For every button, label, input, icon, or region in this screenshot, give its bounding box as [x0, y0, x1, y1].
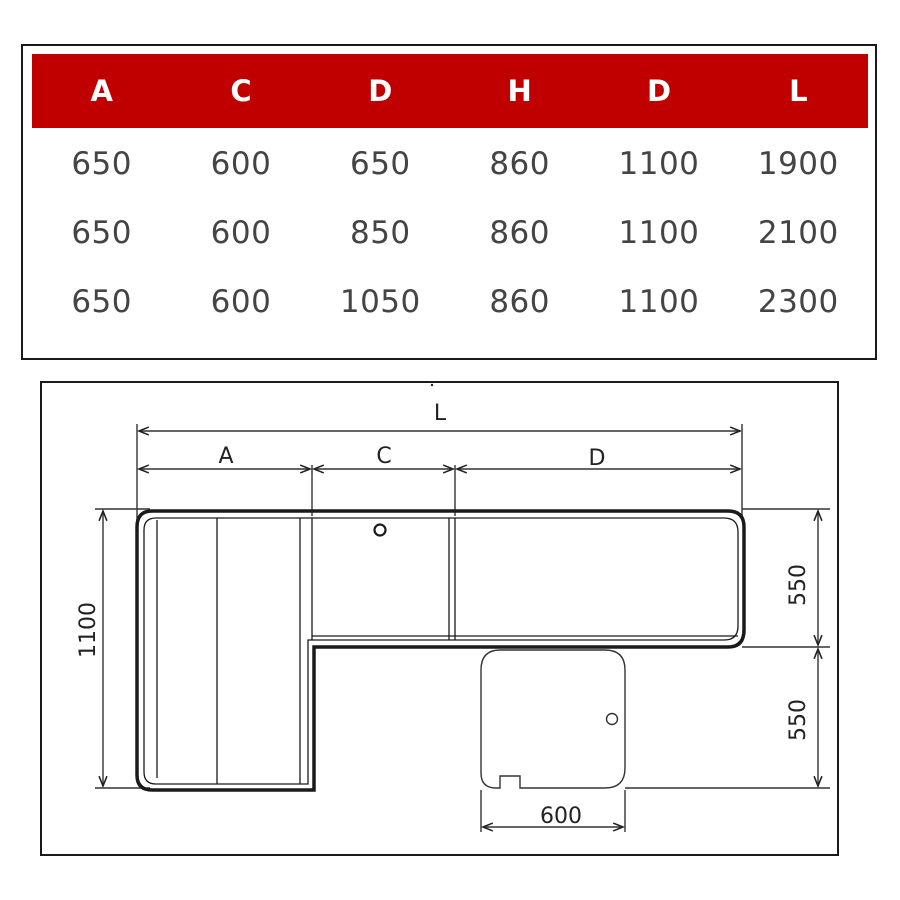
- label-width-bottom: 600: [540, 804, 582, 829]
- table-cell: 860: [489, 146, 550, 182]
- label-height-upper: 550: [786, 564, 811, 606]
- header-cell-d: D: [368, 74, 393, 108]
- header-cell-h: H: [507, 74, 532, 108]
- table-cell: 600: [210, 284, 272, 320]
- table-cell: 860: [489, 215, 550, 251]
- table-cell: 650: [71, 146, 132, 182]
- counter-body: [137, 511, 744, 790]
- table-cell: 2100: [757, 215, 839, 251]
- table-cell: 1050: [339, 284, 421, 320]
- bottom-unit-outline: [481, 650, 625, 788]
- table-cell: 850: [349, 215, 411, 251]
- label-a: A: [218, 444, 234, 469]
- dimension-lines: [103, 431, 818, 827]
- label-height-lower: 550: [786, 699, 811, 741]
- header-cell-c: C: [230, 74, 252, 108]
- table-cell: 1100: [618, 215, 700, 251]
- table-cell: 650: [71, 284, 132, 320]
- counter-outer-outline: [137, 511, 744, 790]
- hole-icon: [607, 714, 618, 725]
- table-cell: 650: [71, 215, 132, 251]
- label-height-total: 1100: [76, 602, 101, 658]
- counter-inner-outline: [144, 518, 738, 784]
- header-cell-a: A: [90, 74, 113, 108]
- header-cell-d2: D: [646, 74, 672, 108]
- table-cell: 1900: [757, 146, 839, 182]
- label-l: L: [433, 401, 447, 426]
- header-cell-l: L: [789, 74, 808, 108]
- extension-lines: [95, 424, 830, 832]
- label-d: D: [588, 446, 606, 471]
- table-cell: 600: [210, 146, 272, 182]
- label-c: C: [376, 444, 392, 469]
- table-cell: 1100: [618, 284, 700, 320]
- table-cell: 1100: [618, 146, 700, 182]
- hole-icon: [375, 525, 386, 536]
- table-cell: 650: [349, 146, 411, 182]
- tick-mark: [431, 384, 433, 386]
- table-cell: 600: [210, 215, 272, 251]
- table-cell: 2300: [757, 284, 839, 320]
- table-cell: 860: [489, 284, 550, 320]
